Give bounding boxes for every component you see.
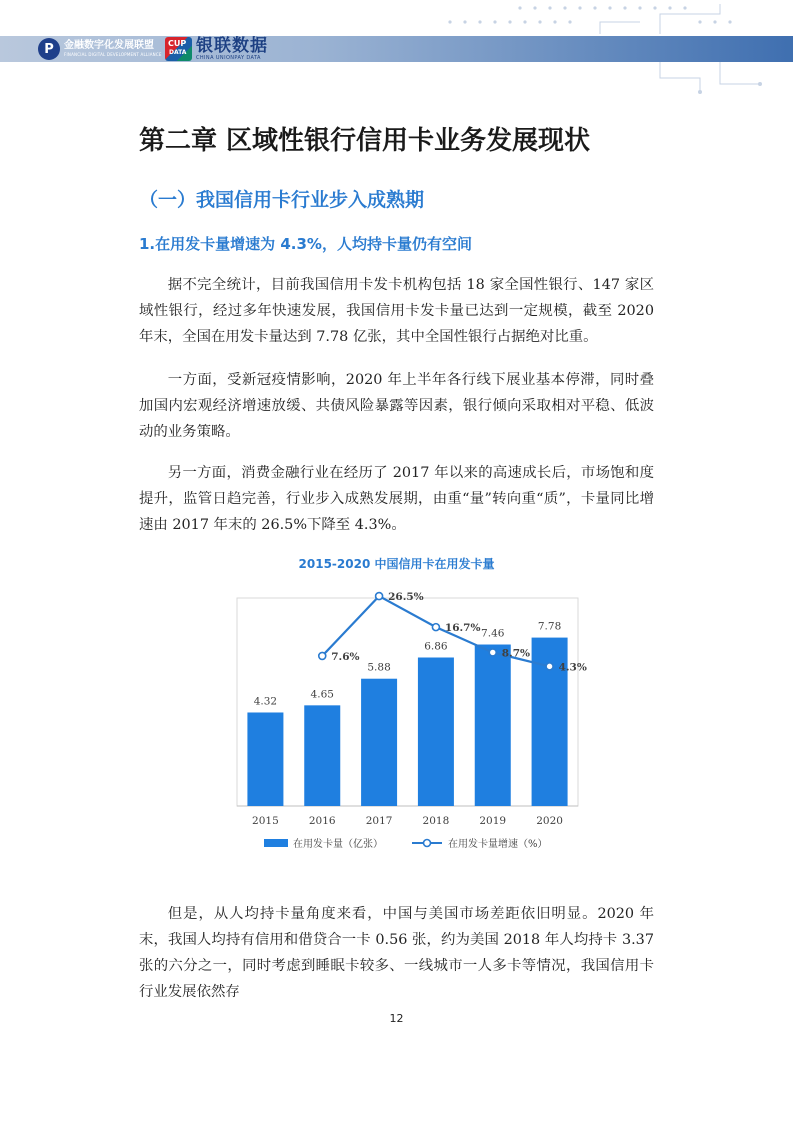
growth-point-2017 [376, 593, 383, 600]
cup-badge-bottom: DATA [169, 49, 187, 56]
growth-label-2019: 8.7% [501, 647, 530, 660]
subsection-title: 1.在用发卡量增速为 4.3%，人均持卡量仍有空间 [139, 235, 472, 253]
growth-label-2020: 4.3% [558, 661, 587, 674]
growth-label-2018: 16.7% [444, 622, 481, 635]
x-tick-2017: 2017 [365, 815, 393, 827]
x-tick-2015: 2015 [252, 815, 279, 827]
growth-point-2016 [319, 652, 326, 659]
legend-line-label: 在用发卡量增速（%） [448, 839, 548, 850]
bar-2016 [304, 705, 340, 806]
growth-point-2018 [432, 624, 439, 631]
legend-bar-swatch [264, 839, 288, 847]
growth-label-2016: 7.6% [331, 650, 360, 663]
paragraph-covid-impact: 一方面，受新冠疫情影响，2020 年上半年各行线下展业基本停滞，同时叠加国内宏观经济增速放缓、共债风险暴露等因素，银行倾向采取相对平稳、低波动的业务策略。 [139, 372, 654, 440]
bar-label-2018: 6.86 [424, 640, 448, 653]
chart-title: 2015-2020 中国信用卡在用发卡量 [298, 557, 495, 571]
bar-label-2020: 7.78 [537, 620, 562, 633]
x-tick-2020: 2020 [536, 815, 563, 827]
growth-label-2017: 26.5% [388, 591, 424, 604]
alliance-logo-name: 金融数字化发展联盟 [64, 40, 154, 51]
unionpay-data-name: 银联数据 [196, 35, 268, 56]
bar-2015 [247, 712, 283, 806]
bar-2017 [361, 679, 397, 806]
legend-bar-label: 在用发卡量（亿张） [293, 839, 383, 850]
x-tick-2019: 2019 [479, 815, 507, 827]
page-number: 12 [389, 1012, 404, 1025]
bar-label-2015: 4.32 [253, 695, 278, 708]
legend-line-marker [424, 840, 431, 847]
x-tick-2016: 2016 [308, 815, 336, 827]
bar-label-2019: 7.46 [481, 627, 505, 640]
growth-point-2019 [489, 649, 496, 656]
unionpay-data-english: CHINA UNIONPAY DATA [196, 54, 261, 61]
bar-2019 [475, 645, 511, 806]
x-tick-2018: 2018 [422, 815, 450, 827]
chapter-title: 第二章 区域性银行信用卡业务发展现状 [139, 126, 591, 156]
alliance-logo-icon: P [38, 38, 60, 60]
alliance-logo-english: FINANCIAL DIGITAL DEVELOPMENT ALLIANCE [64, 52, 162, 57]
bar-2018 [418, 658, 454, 806]
chart-plot-frame [237, 598, 578, 806]
paragraph-market-maturity: 另一方面，消费金融行业在经历了 2017 年以来的高速成长后，市场饱和度提升，监管日趋完善，行业步入成熟发展期，由重“量”转向重“质”，卡量同比增速由 2017 年末的 26.5%下降至 4.3%。 [139, 465, 654, 533]
paragraph-per-capita-cards: 但是，从人均持卡量角度来看，中国与美国市场差距依旧明显。2020 年末，我国人均持有信用和借贷合一卡 0.56 张，约为美国 2018 年人均持卡 3.37 张的六分之一，同时考虑到睡眠卡较多、一线城市一人多卡等情况，我国信用卡行业发展依然存 [139, 906, 654, 1000]
cup-badge-top: CUP [168, 39, 187, 48]
growth-point-2020 [546, 663, 553, 670]
section-title: （一）我国信用卡行业步入成熟期 [139, 189, 425, 211]
bar-label-2017: 5.88 [367, 661, 391, 674]
paragraph-card-issuers: 据不完全统计，目前我国信用卡发卡机构包括 18 家全国性银行、147 家区域性银行，经过多年快速发展，我国信用卡发卡量已达到一定规模，截至 2020 年末，全国在用发卡量达到 7.78 亿张，其中全国性银行占据绝对比重。 [139, 277, 654, 345]
bar-label-2016: 4.65 [310, 688, 334, 701]
